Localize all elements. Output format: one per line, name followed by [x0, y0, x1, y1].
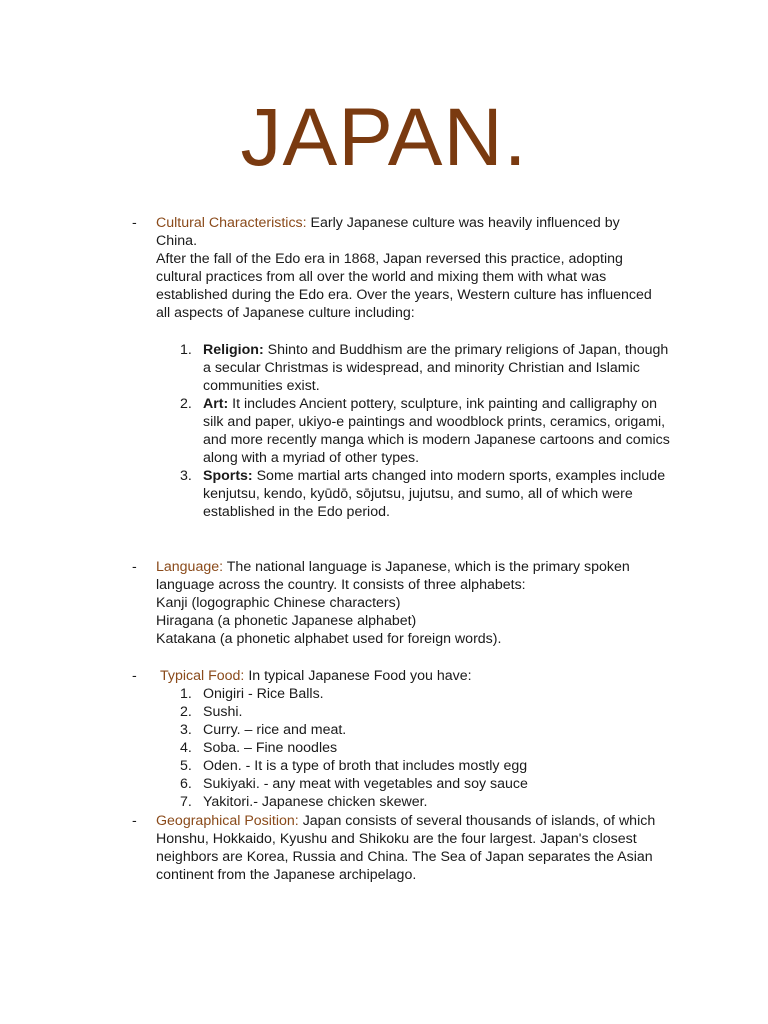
list-item: [156, 341, 676, 395]
section-body: [156, 558, 656, 648]
list-text: Sukiyaki. - any meat with vegetables and soy sauce: [203, 776, 528, 792]
list-text: Some martial arts changed into modern sports, examples include kenjutsu, kendo, kyūdō, sōjutsu, jujutsu, and sumo, all of which were established in the Edo period.: [203, 468, 666, 520]
list-number: 4.: [180, 740, 192, 756]
culture-ordered-list: [156, 341, 676, 521]
list-number: 1.: [180, 686, 192, 702]
list-item: [156, 395, 676, 467]
list-term: Religion:: [203, 342, 264, 358]
list-term: Sports:: [203, 468, 253, 484]
list-number: 2.: [180, 704, 192, 720]
section-label: Geographical Position:: [156, 813, 299, 829]
list-text: Sushi.: [203, 704, 243, 720]
section-body: [156, 812, 656, 884]
section-label: Typical Food:: [160, 668, 245, 684]
list-number: 2.: [180, 396, 192, 412]
list-item: [156, 467, 676, 521]
list-text: Shinto and Buddhism are the primary religions of Japan, though a secular Christmas is widespread, and minority Christian and Islamic communities exist.: [203, 342, 669, 394]
section-body: [156, 214, 656, 322]
list-term: Art:: [203, 396, 229, 412]
culture-intro: [156, 214, 656, 250]
bullet-dash: -: [132, 215, 137, 231]
section-label: Cultural Characteristics:: [156, 215, 307, 231]
language-intro-text: The national language is Japanese, which is the primary spoken language across the country. It consists of three alphabets:: [156, 559, 630, 593]
list-text: Yakitori.- Japanese chicken skewer.: [203, 794, 428, 810]
bullet-dash: -: [132, 559, 137, 575]
list-number: 5.: [180, 758, 192, 774]
list-text: It includes Ancient pottery, sculpture, ink painting and calligraphy on silk and paper, ukiyo-e paintings and woodblock prints, ceramics, origami, and more recently manga which is modern Japanese cartoons and comics along with a myriad of other types.: [203, 396, 670, 466]
section-label: Language:: [156, 559, 224, 575]
list-number: 1.: [180, 342, 192, 358]
list-text: Soba. – Fine noodles: [203, 740, 338, 756]
list-item: [156, 703, 676, 721]
list-item: [156, 721, 676, 739]
geo-intro-text: Japan consists of several thousands of islands, of which Honshu, Hokkaido, Kyushu and Shikoku are the four largest. Japan's closest neighbors are Korea, Russia and China. The Sea of Japan separates the Asian continent from the Japanese archipelago.: [156, 813, 656, 883]
list-number: 3.: [180, 468, 192, 484]
list-text: Curry. – rice and meat.: [203, 722, 347, 738]
geo-text: [156, 812, 656, 884]
language-line: Katakana (a phonetic alphabet used for foreign words).: [156, 631, 502, 647]
list-item: [156, 739, 676, 757]
section-body: [160, 667, 660, 685]
list-item: [156, 685, 676, 703]
food-ordered-list: [156, 685, 676, 811]
culture-paragraph: After the fall of the Edo era in 1868, Japan reversed this practice, adopting cultural practices from all over the world and mixing them with what was established during the Edo era. Over the years, Western culture has influenced all aspects of Japanese culture including:: [156, 251, 652, 321]
food-intro-text: In typical Japanese Food you have:: [244, 668, 472, 684]
list-item: [156, 757, 676, 775]
language-line: Kanji (logographic Chinese characters): [156, 595, 401, 611]
list-number: 6.: [180, 776, 192, 792]
list-item: [156, 793, 676, 811]
list-text: Oden. - It is a type of broth that includes mostly egg: [203, 758, 528, 774]
page-title: JAPAN.: [240, 92, 528, 183]
food-intro: [160, 667, 660, 685]
language-line: Hiragana (a phonetic Japanese alphabet): [156, 613, 417, 629]
list-text: Onigiri - Rice Balls.: [203, 686, 324, 702]
list-number: 3.: [180, 722, 192, 738]
list-number: 7.: [180, 794, 192, 810]
list-item: [156, 775, 676, 793]
culture-intro-text: Early Japanese culture was heavily influenced by China.: [156, 215, 620, 249]
bullet-dash: -: [132, 813, 137, 829]
language-intro: [156, 558, 656, 594]
bullet-dash: -: [132, 668, 137, 684]
